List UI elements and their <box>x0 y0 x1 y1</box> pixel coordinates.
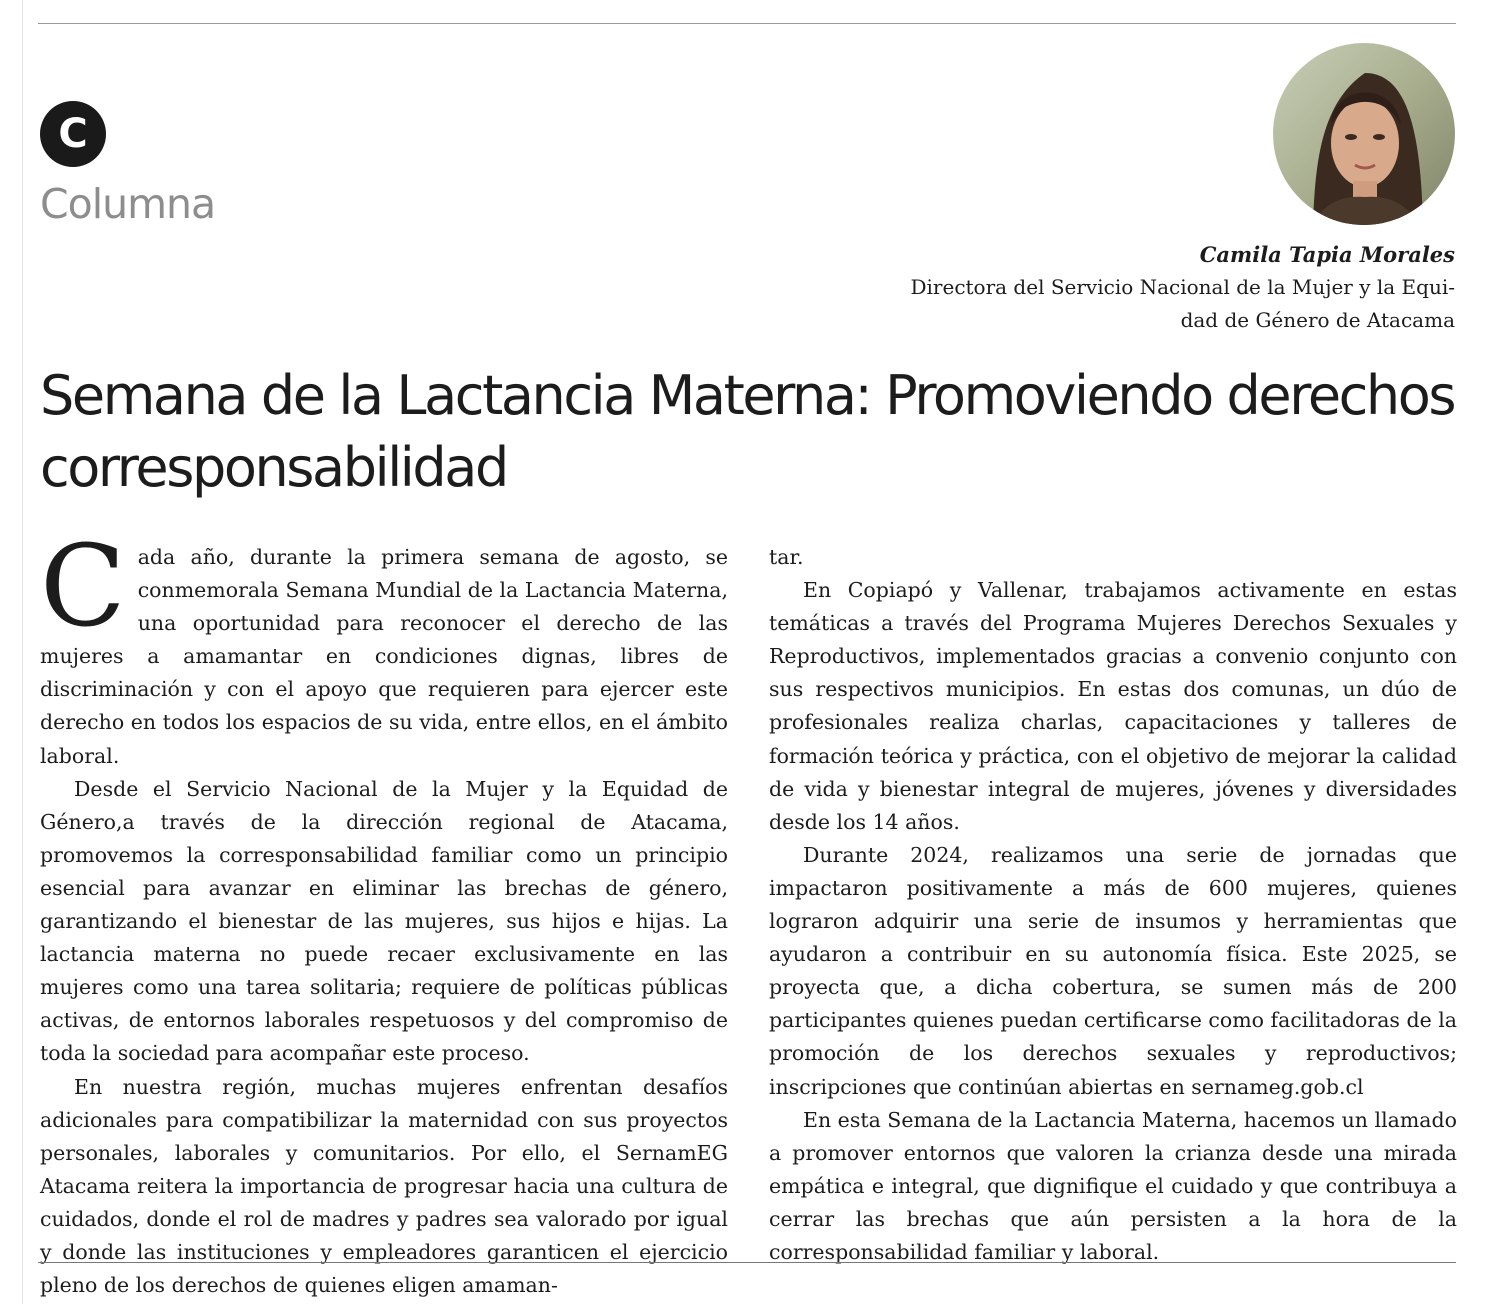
article-column-right <box>769 541 1457 1269</box>
author-role <box>855 271 1455 337</box>
article-headline: Semana de la Lactancia Materna: Promoviendo derechos corresponsabilidad <box>40 364 1455 499</box>
section-label: Columna <box>40 180 216 228</box>
bottom-divider <box>38 1262 1456 1263</box>
drop-cap: C <box>40 522 126 652</box>
article-paragraph-4: En Copiapó y Vallenar, trabajamos activamente en estas temáticas a través del Programa Mujeres Derechos Sexuales y Reproductivos, implementados gracias a convenio conjunto con sus respectivos municipios. En estas dos comunas, un dúo de profesionales realiza charlas, capacitaciones y talleres de formación teórica y práctica, con el objetivo de mejorar la calidad de vida y bienestar integral de mujeres, jóvenes y diversidades desde los 14 años. <box>769 578 1457 834</box>
article-paragraph-1 <box>40 522 728 773</box>
section-badge: C <box>40 101 106 167</box>
article-paragraph-2: Desde el Servicio Nacional de la Mujer y la Equidad de Género,a través de la dirección regional de Atacama, promovemos la corresponsabilidad familiar como un principio esencial para avanzar en eliminar las brechas de género, garantizando el bienestar de las mujeres, sus hijos e hijas. La lactancia materna no puede recaer exclusivamente en las mujeres como una tarea solitaria; requiere de políticas públicas activas, de entornos laborales respetuosos y del compromiso de toda la sociedad para acompañar este proceso. <box>40 776 728 1066</box>
paragraph-1-text: ada año, durante la primera semana de agosto, se conmemorala Semana Mundial de la Lactancia Materna, una oportunidad para reconocer el derecho de las mujeres a amamantar en condiciones dignas, libres de discriminación y con el apoyo que requieren para ejercer este derecho en todos los espacios de su vida, entre ellos, en el ámbito laboral. <box>40 545 728 768</box>
author-role-line1: Directora del Servicio Nacional de la Mujer y la Equi- <box>910 275 1455 299</box>
article-paragraph-6: En esta Semana de la Lactancia Materna, hacemos un llamado a promover entornos que valoren la crianza desde una mirada empática e integral, que dignifique el cuidado y que contribuya a cerrar las brechas que aún persisten a la hora de la corresponsabilidad familiar y laboral. <box>769 1107 1457 1264</box>
page-edge-rule <box>22 0 23 1304</box>
author-portrait-icon <box>1273 43 1455 225</box>
author-block <box>855 240 1455 337</box>
article-paragraph-3-end: tar. <box>769 545 804 569</box>
top-divider <box>38 23 1456 24</box>
article-paragraph-5: Durante 2024, realizamos una serie de jornadas que impactaron positivamente a más de 600 mujeres, quienes lograron adquirir una serie de insumos y herramientas que ayudaron a contribuir en su autonomía física. Este 2025, se proyecta que, a dicha cobertura, se sumen más de 200 participantes quienes puedan certificarse como facilitadoras de la promoción de los derechos sexuales y reproductivos; inscripciones que continúan abiertas en sernameg.gob.cl <box>769 842 1458 1099</box>
article-paragraph-3: En nuestra región, muchas mujeres enfrentan desafíos adicionales para compatibilizar la maternidad con sus proyectos personales, laborales y comunitarios. Por ello, el SernamEG Atacama reitera la importancia de progresar hacia una cultura de cuidados, donde el rol de madres y padres sea valorado por igual y donde las instituciones y empleadores garanticen el ejercicio pleno de los derechos de quienes eligen amaman- <box>40 1074 728 1298</box>
author-photo <box>1273 43 1455 225</box>
author-role-line2: dad de Género de Atacama <box>1180 308 1455 332</box>
author-name: Camila Tapia Morales <box>1199 242 1455 267</box>
article-column-left <box>40 522 728 1302</box>
